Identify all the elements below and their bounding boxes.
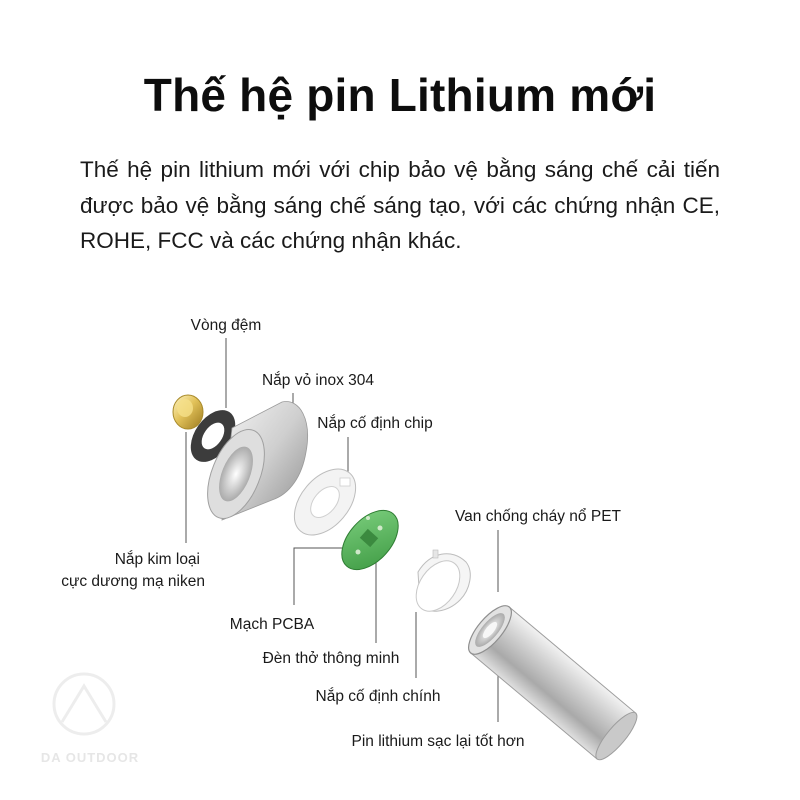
label-gasket: Vòng đệm [190, 317, 262, 334]
label-pet-valve: Van chống cháy nổ PET [454, 508, 622, 525]
label-pcba: Mạch PCBA [229, 616, 315, 633]
label-metal-cap-line1: Nắp kim loại [114, 551, 200, 568]
main-fixing-cap-part [407, 550, 470, 619]
label-breathing-light: Đèn thở thông minh [262, 650, 400, 667]
label-battery: Pin lithium sạc lại tốt hơn [351, 733, 525, 750]
watermark-logo [41, 674, 139, 765]
label-chip-fixing-cap: Nắp cố định chip [317, 415, 433, 432]
metal-cap-part [173, 395, 203, 429]
label-stainless-cap: Nắp vỏ inox 304 [261, 372, 375, 389]
label-metal-cap-line2: cực dương mạ niken [61, 573, 205, 590]
page-description: Thế hệ pin lithium mới với chip bảo vệ bằng sáng chế cải tiến được bảo vệ bằng sáng chế sáng tạo, với các chứng nhận CE, ROHE, FCC và các chứng nhận khác. [80, 157, 720, 253]
page-title: Thế hệ pin Lithium mới [143, 69, 657, 121]
watermark-text: DA OUTDOOR [40, 750, 140, 765]
label-main-fixing-cap: Nắp cố định chính [315, 688, 441, 705]
